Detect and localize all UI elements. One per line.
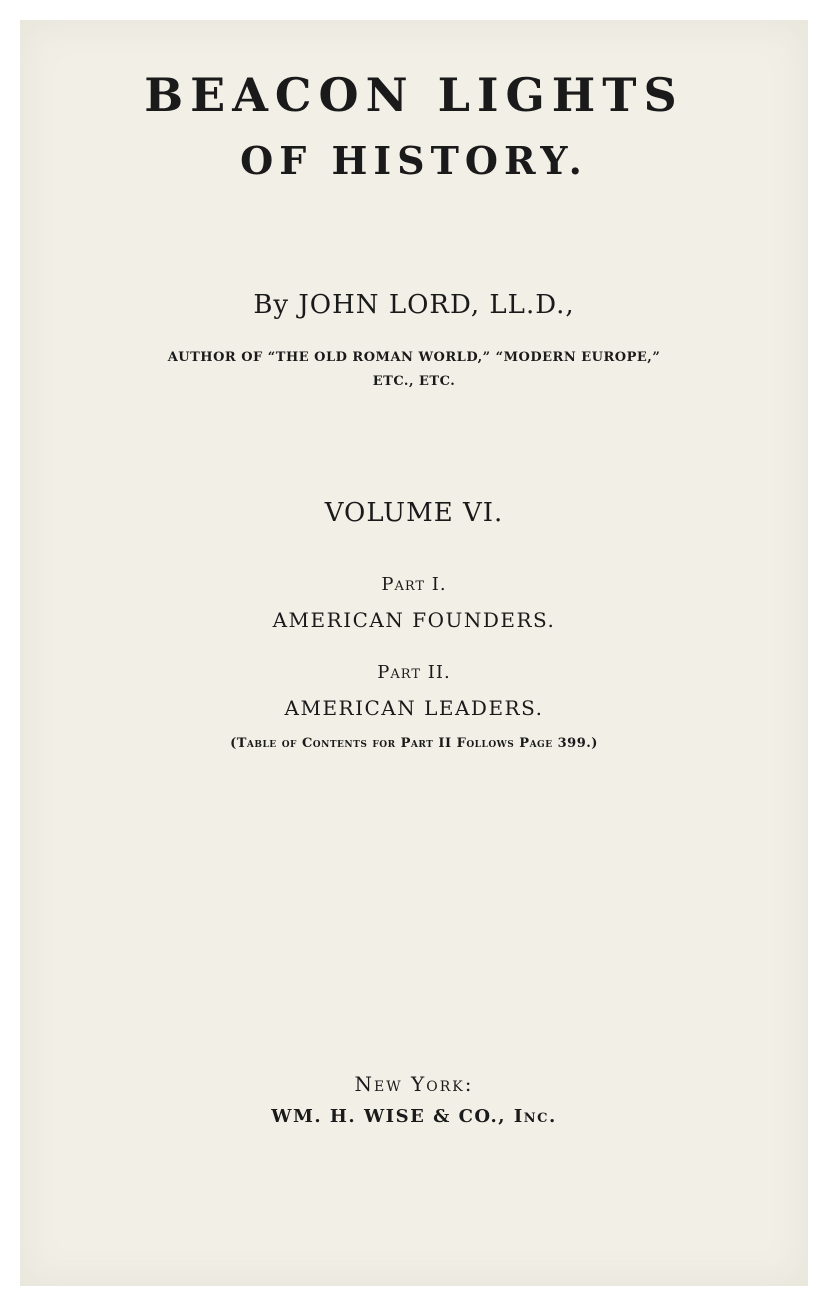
part-1-label: Part I. bbox=[381, 574, 447, 595]
publisher-suffix: Inc. bbox=[513, 1106, 557, 1127]
publisher bbox=[20, 1106, 808, 1127]
part-2-label: Part II. bbox=[377, 662, 451, 683]
author-credits-etc: ETC., ETC. bbox=[372, 374, 456, 389]
author-byline: By JOHN LORD, LL.D., bbox=[253, 290, 575, 320]
table-of-contents-note: (Table of Contents for Part II Follows Page 399.) bbox=[230, 736, 598, 751]
publication-place: New York: bbox=[354, 1072, 474, 1096]
title-page bbox=[20, 20, 808, 1286]
part-2-title: AMERICAN LEADERS. bbox=[284, 696, 544, 720]
part-1-title: AMERICAN FOUNDERS. bbox=[272, 608, 556, 632]
book-title-line-1: BEACON LIGHTS bbox=[144, 68, 684, 122]
author-credits: AUTHOR OF “THE OLD ROMAN WORLD,” “MODERN EUROPE,” bbox=[167, 350, 661, 365]
book-title-line-2: OF HISTORY. bbox=[240, 138, 588, 183]
publisher-name: WM. H. WISE & CO., bbox=[271, 1106, 514, 1127]
volume-number: VOLUME VI. bbox=[324, 498, 504, 528]
